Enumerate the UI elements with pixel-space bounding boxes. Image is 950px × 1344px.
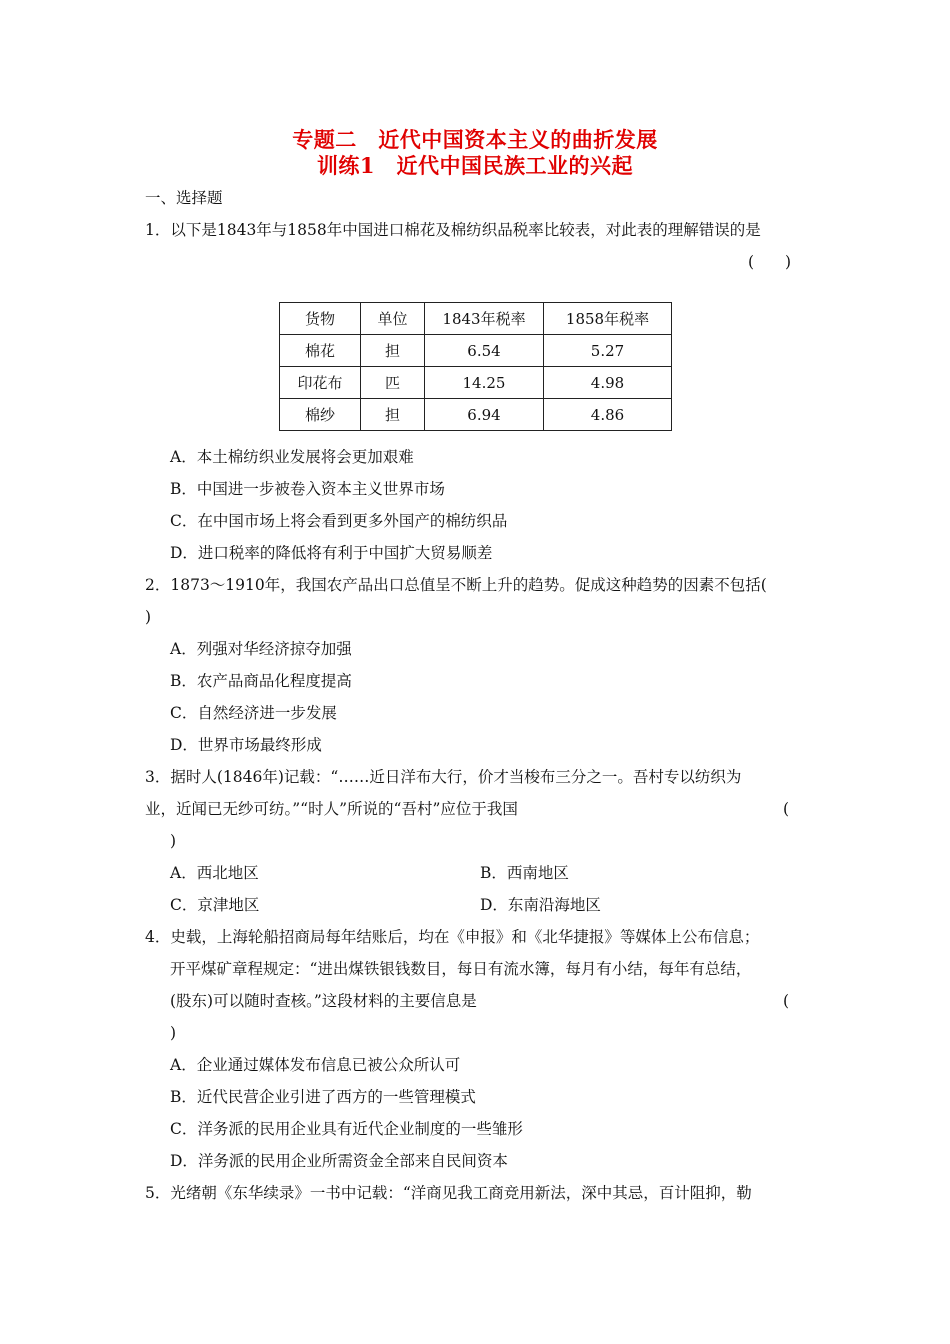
table-cell: 印花布: [280, 367, 361, 399]
q4-stem-line3: (股东)可以随时查核。”这段材料的主要信息是: [170, 992, 477, 1010]
q2-option-d: D．世界市场最终形成: [170, 736, 322, 754]
q2-option-a: A．列强对华经济掠夺加强: [170, 640, 352, 658]
table-cell: 担: [361, 399, 425, 431]
q1-answer-paren: ( ): [748, 253, 792, 271]
table-row: [280, 367, 672, 399]
q4-stem-line1: 4．史载，上海轮船招商局每年结账后，均在《申报》和《北华捷报》等媒体上公布信息；: [145, 928, 760, 946]
table-cell: 14.25: [425, 367, 544, 399]
q3-paren-open: (: [783, 800, 790, 818]
q4-option-a: A．企业通过媒体发布信息已被公众所认可: [170, 1056, 461, 1074]
table-cell: 5.27: [544, 335, 672, 367]
table-cell: 6.54: [425, 335, 544, 367]
q1-option-b: B．中国进一步被卷入资本主义世界市场: [170, 480, 445, 498]
lesson-title: 训练1 近代中国民族工业的兴起: [316, 153, 634, 178]
q2-stem: 2．1873～1910年，我国农产品出口总值呈不断上升的趋势。促成这种趋势的因素不包括(: [145, 576, 767, 594]
section-heading: 一、选择题: [145, 189, 223, 207]
q2-stem-end: ): [145, 608, 152, 626]
q3-option-d: D．东南沿海地区: [480, 896, 601, 914]
q3-stem-line1: 3．据时人(1846年)记载：“……近日洋布大行，价才当梭布三分之一。吾村专以纺织为: [145, 768, 742, 786]
q1-stem: 1．以下是1843年与1858年中国进口棉花及棉纺织品税率比较表，对此表的理解错误的是: [145, 221, 761, 239]
q4-option-b: B．近代民营企业引进了西方的一些管理模式: [170, 1088, 476, 1106]
table-header-cell: 单位: [361, 303, 425, 335]
table-cell: 棉花: [280, 335, 361, 367]
table-cell: 棉纱: [280, 399, 361, 431]
q4-paren-close: ): [170, 1024, 177, 1042]
q4-stem-line2: 开平煤矿章程规定：“进出煤铁银钱数目，每日有流水簿，每月有小结，每年有总结，: [170, 960, 752, 978]
table-cell: 担: [361, 335, 425, 367]
q2-option-b: B．农产品商品化程度提高: [170, 672, 352, 690]
table-header-row: [280, 303, 672, 335]
q2-option-c: C．自然经济进一步发展: [170, 704, 337, 722]
table-cell: 匹: [361, 367, 425, 399]
tax-rate-table: [279, 302, 672, 431]
table-row: [280, 335, 672, 367]
q1-option-a: A．本土棉纺织业发展将会更加艰难: [170, 448, 414, 466]
q3-option-c: C．京津地区: [170, 896, 260, 914]
table-cell: 6.94: [425, 399, 544, 431]
table-header-cell: 1843年税率: [425, 303, 544, 335]
q1-option-d: D．进口税率的降低将有利于中国扩大贸易顺差: [170, 544, 493, 562]
table-cell: 4.86: [544, 399, 672, 431]
table-row: [280, 399, 672, 431]
table-header-cell: 货物: [280, 303, 361, 335]
q1-option-c: C．在中国市场上将会看到更多外国产的棉纺织品: [170, 512, 508, 530]
q3-option-a: A．西北地区: [170, 864, 259, 882]
q4-paren-open: (: [783, 992, 790, 1010]
topic-title: 专题二 近代中国资本主义的曲折发展: [292, 127, 658, 152]
q3-paren-close: ): [170, 832, 177, 850]
table-cell: 4.98: [544, 367, 672, 399]
q3-stem-line2: 业，近闻已无纱可纺。”“时人”所说的“吾村”应位于我国: [145, 800, 518, 818]
q4-option-d: D．洋务派的民用企业所需资金全部来自民间资本: [170, 1152, 508, 1170]
q3-option-b: B．西南地区: [480, 864, 569, 882]
q5-stem-line1: 5．光绪朝《东华续录》一书中记载：“洋商见我工商竞用新法，深中其忌，百计阻抑，勒: [145, 1184, 752, 1202]
q4-option-c: C．洋务派的民用企业具有近代企业制度的一些雏形: [170, 1120, 523, 1138]
table-header-cell: 1858年税率: [544, 303, 672, 335]
